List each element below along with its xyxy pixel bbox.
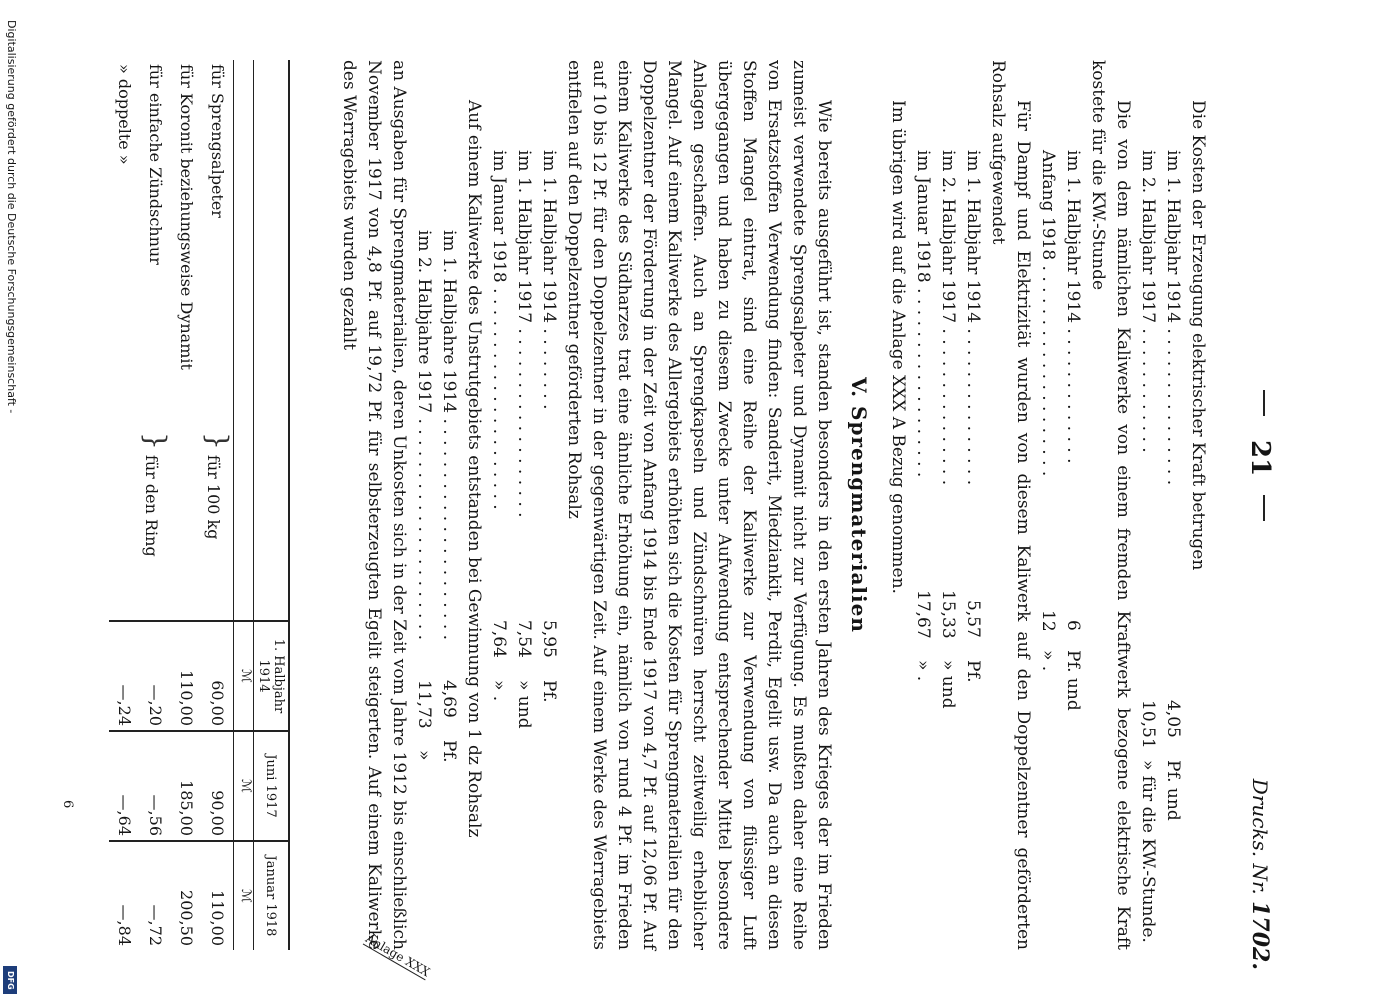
row-per [109,428,171,621]
table-cell: —,56 [140,731,171,841]
row-unit: » . [489,680,509,702]
list-item [1060,60,1085,950]
table-row [140,60,171,950]
paragraph [461,60,486,950]
row-value: 6 [1063,620,1083,631]
list-item [511,60,536,950]
table-cell: —,20 [140,621,171,731]
row-label: im 1. Halbjahre 1914 . . . . . . . . . . . . . . . . . . . . . [439,230,459,641]
paragraph [985,60,1035,950]
brace-icon: } [201,432,234,450]
table-cell: —,24 [109,621,140,731]
digitization-note [2,20,22,995]
row-label: im 2. Halbjahre 1917 . . . . . . . . . . . . . . . . . . . . . [414,230,434,641]
column-header: Juni 1917 [254,731,290,841]
row-value: 15,33 [938,590,958,639]
table-corner [254,60,290,428]
unit-cell: ℳ [234,731,254,841]
row-value: 10,51 [1138,700,1158,749]
row-unit: Pf. und [1063,650,1083,711]
drucksache-ref [1247,779,1273,970]
row-value: 11,73 [414,680,434,729]
paragraph-text: Im übrigen wird auf die Anlage XXX A Bezug genommen. [888,100,908,594]
row-label: im Januar 1918 . . . . . . . . . . . . . . . . . . [913,150,933,478]
column-header: Januar 1918 [254,841,290,950]
list-item [1160,60,1185,950]
row-unit: » [414,750,434,761]
per-label: für 100 kg [204,454,223,540]
list-item [536,60,561,950]
paragraph [336,60,411,950]
brace-icon: } [139,432,172,450]
table-per-header [254,428,290,621]
row-unit: Pf. und [1163,760,1183,821]
row-value: 7,54 [514,620,534,658]
row-label: im 1. Halbjahr 1914 . . . . . . . . . . . . . . . [963,150,983,486]
document-page [40,20,1280,980]
table-cell: 185,00 [171,731,202,841]
row-label: Anfang 1918 . . . . . . . . . . . . . . . . . . . . [1038,150,1058,477]
row-label: im 1. Halbjahr 1914 . . . . . . . . . . . . . . . [1163,150,1183,486]
table-cell: 110,00 [171,621,202,731]
list-item [1135,60,1160,950]
unit-cell: ℳ [234,841,254,950]
list-item [960,60,985,950]
paragraph [885,60,910,950]
list-item [436,60,461,950]
table-cell: 90,00 [202,731,234,841]
row-unit: » und [938,660,958,709]
paragraph-text: Für Dampf und Elektrizität wurden von diesem Kaliwerk auf den Doppelzentner geförderten Rohsalz aufgewendet [988,60,1033,950]
table-cell: —,84 [109,841,140,950]
row-value: 12 [1038,610,1058,632]
dfg-logo-text: DFG [6,970,15,990]
row-value: 4,05 [1163,700,1183,738]
header-dash-right [1263,495,1265,521]
table-cell: 60,00 [202,621,234,731]
intro-block [336,60,1210,950]
row-per [171,428,234,621]
table-row [202,60,234,950]
row-label: für Koronit beziehungsweise Dynamit [177,64,196,370]
dfg-logo [3,966,17,994]
page-number: 21 [1245,440,1275,477]
paragraph-text: an Ausgaben für Sprengmaterialien, deren Unkosten sich in der Zeit vom Jahre 1912 bis einschließlich November 1917 von 4,8 Pf. auf 19,72 Pf. für selbsterzeugten Egelit steigerten. Auf einem Kaliwerke des Werragebiets wurden gezahlt [339,60,409,950]
row-value: 17,67 [913,590,933,639]
table-cell: —,64 [109,731,140,841]
row-unit: Pf. [439,740,459,763]
paragraph [561,60,836,950]
section-title: V. Sprengmaterialien [847,377,871,633]
row-label: im 2. Halbjahr 1917 . . . . . . . . . . . . . . . [938,150,958,486]
intro-line: Die Kosten der Erzeugung elektrischer Kraft betrugen [1188,100,1208,571]
row-unit: » . [913,660,933,682]
paragraph-text: Die von dem nämlichen Kaliwerke von einem fremden Kraftwerk bezogene elektrische Kraft kostete für die KW.-Stunde [1088,60,1133,950]
table-cell: —,72 [140,841,171,950]
row-value: 5,57 [963,600,983,638]
row-value: 5,95 [539,620,559,658]
signature-mark: 6 [60,800,75,809]
list-item [1035,60,1060,950]
row-unit: Pf. [539,680,559,703]
column-header: 1. Halbjahr 1914 [254,621,290,731]
unit-row [234,60,254,950]
row-label: im 1. Halbjahr 1914 . . . . . . . . . . . . . [1063,150,1083,464]
paragraph-text: Wie bereits ausgeführt ist, standen besonders in den ersten Jahren des Krieges der im Frieden zumeist verwendete Sprengsalpeter und Dynamit nicht zur Verfügung. Es mußten daher eine Reihe von Ersatzstoffen Verwendung finden: Sanderit, Miedziankit, Perdit, Egelit usw. Da auch an diesen Stoffen Mangel eintrat, sind eine Reihe der Kaliwerke zur Verwendung von flüssiger Luft übergegangen und haben zu diesem Zwecke unter Aufwendung entsprechender Mittel besondere Anlagen geschaffen. Auch an Sprengkapseln und Zündschnüren herrscht zeitweilig erheblicher Mangel. Auf einem Kaliwerke des Allergebiets erhöhten sich die Kosten für Sprengmaterialien für den Doppelzentner der Förderung in der Zeit von Anfang 1914 bis Ende 1917 von 4,7 Pf. auf 12,06 Pf. Auf einem Kaliwerke des Südharzes trat eine ähnliche Erhöhung ein, nämlich von rund 4 Pf. im Frieden auf 10 bis 12 Pf. für den Doppelzentner in der gegenwärtigen Zeit. Auf einem Werke des Werragebiets entfielen auf den Doppelzentner geförderten Rohsalz [564,60,834,950]
unit-cell: ℳ [234,621,254,731]
row-label: im 2. Halbjahr 1917 . . . . . . . . . . . . [1138,150,1158,453]
header-dash-left [1263,390,1265,416]
anlage-margin-note: Anlage XXX [363,931,433,980]
row-unit: Pf. [963,660,983,683]
list-item [935,60,960,950]
paragraph [1085,60,1135,950]
page-header [1235,20,1275,980]
row-label: » doppelte » [115,64,134,165]
list-item [486,60,511,950]
list-item [910,60,935,950]
row-label: für Sprengsalpeter [208,64,227,218]
paragraph-text: Auf einem Kaliwerke des Unstrutgebiets entstanden bei Gewinnung von 1 dz Rohsalz [464,100,484,838]
table-header-row [254,60,290,950]
row-label: im 1. Halbjahr 1914 . . . . . . . . [539,150,559,410]
row-label: im 1. Halbjahr 1917 . . . . . . . . . . . . . . . . . . [514,150,534,518]
row-value: 7,64 [489,620,509,658]
row-label: im Januar 1918 . . . . . . . . . . . . . . . . . . . . . [489,150,509,510]
price-table [109,60,290,950]
table-cell: 200,50 [171,841,202,950]
table-cell: 110,00 [202,841,234,950]
row-unit: » und [514,680,534,729]
row-label: für einfache Zündschnur [146,64,165,265]
row-unit: » für die KW.-Stunde. [1138,760,1158,943]
row-unit: » . [1038,650,1058,672]
digitization-note-text: Digitalisierung gefördert durch die Deutsche Forschungsgemeinschaft - [5,20,18,414]
drucksache-label: Drucks. Nr. [1248,778,1272,895]
row-value: 4,69 [439,680,459,718]
drucksache-number: 1702. [1247,901,1273,970]
per-label: für den Ring [142,454,161,557]
list-item [411,60,436,950]
